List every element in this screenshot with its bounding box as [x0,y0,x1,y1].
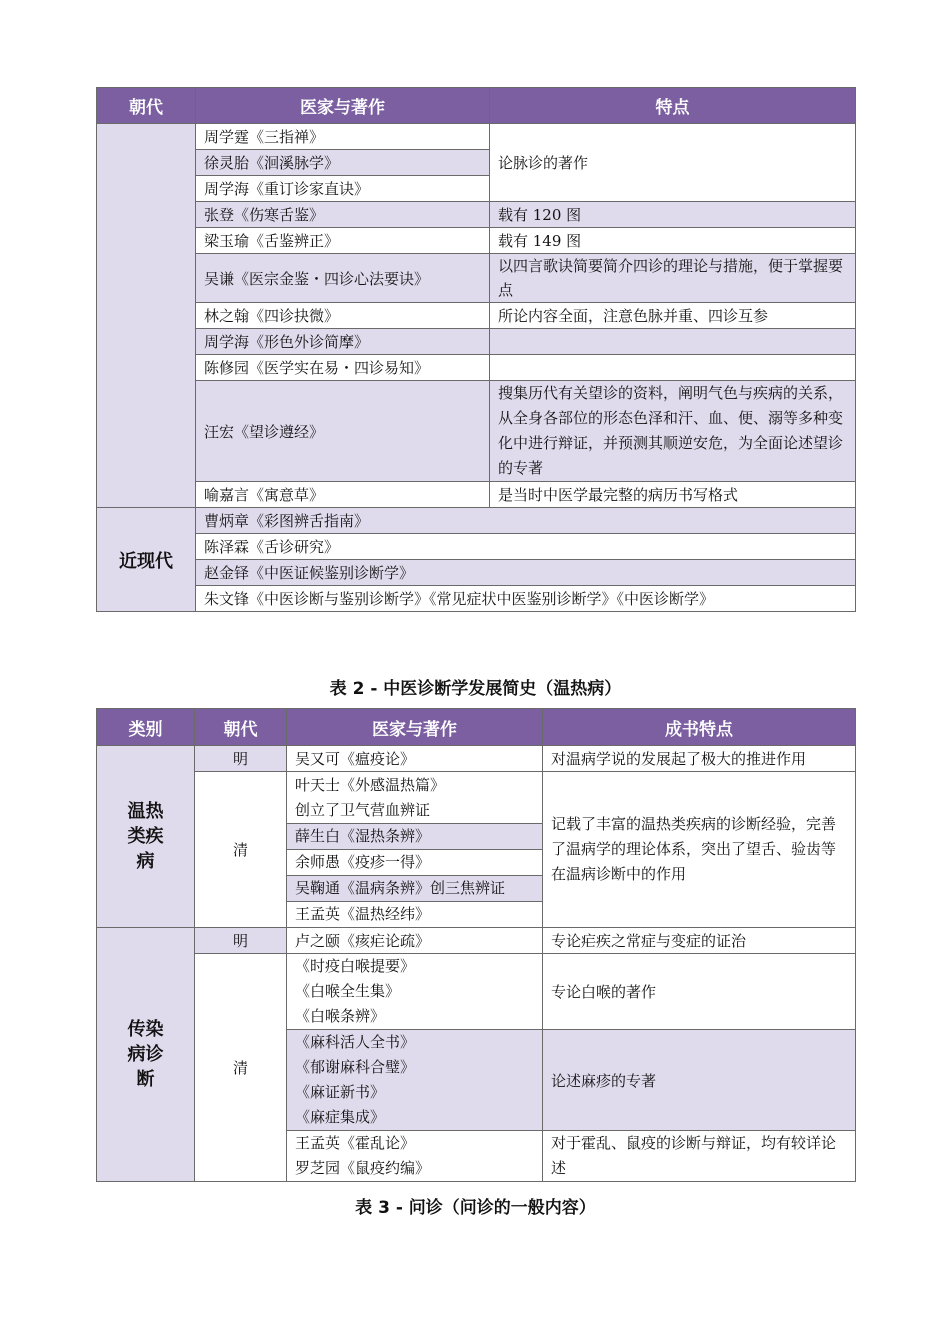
work-line: 罗芝园《鼠疫约编》 [295,1159,431,1177]
work-item [287,772,542,823]
table-row [97,124,856,150]
feature-cell: 对于霍乱、鼠疫的诊断与辩证，均有较详论述 [543,1131,856,1182]
feature-cell: 所论内容全面，注意色脉并重、四诊互参 [490,303,856,329]
feature-cell: 专论白喉的著作 [543,954,856,1030]
table-warm-disease [96,708,856,1182]
table-row [97,202,856,228]
work-line: 《白喉条辨》 [295,1007,386,1025]
work-cell: 周学霆《三指禅》 [196,124,490,150]
table-row [97,355,856,381]
category-cell-warm: 温热类疾病 [97,746,195,928]
work-cell: 陈泽霖《舌诊研究》 [196,534,856,560]
dynasty-cell: 明 [195,928,287,954]
work-line: 《麻症集成》 [295,1108,386,1126]
table-row [97,381,856,482]
feature-cell: 是当时中医学最完整的病历书写格式 [490,482,856,508]
work-cell: 朱文锋《中医诊断与鉴别诊断学》《常见症状中医鉴别诊断学》《中医诊断学》 [196,586,856,612]
feature-cell: 记载了丰富的温热类疾病的诊断经验，完善了温病学的理论体系，突出了望舌、验齿等在温病诊断中的作用 [543,772,856,928]
table-row [97,772,856,928]
work-line: 《白喉全生集》 [295,982,401,1000]
header-book-feature: 成书特点 [543,709,856,746]
dynasty-cell: 清 [195,954,287,1182]
header-works: 医家与著作 [196,88,490,124]
work-cell: 喻嘉言《寓意草》 [196,482,490,508]
work-cell: 吴谦《医宗金鉴・四诊心法要诀》 [196,254,490,303]
dynasty-cell: 明 [195,746,287,772]
work-line: 《时疫白喉提要》 [295,957,416,975]
table-row [97,228,856,254]
work-cell [287,1131,543,1182]
work-cell: 曹炳章《彩图辨舌指南》 [196,508,856,534]
header-dynasty: 朝代 [97,88,196,124]
header-category: 类别 [97,709,195,746]
table-diagnosis-history-1 [96,87,856,612]
work-line: 《麻证新书》 [295,1083,386,1101]
table-row [97,508,856,534]
feature-cell: 专论疟疾之常症与变症的证治 [543,928,856,954]
work-cell: 汪宏《望诊遵经》 [196,381,490,482]
feature-cell: 对温病学说的发展起了极大的推进作用 [543,746,856,772]
table-row [97,560,856,586]
header-feature: 特点 [490,88,856,124]
work-cell: 吴又可《瘟疫论》 [287,746,543,772]
header-works: 医家与著作 [287,709,543,746]
table-caption-3: 表 3 - 问诊（问诊的一般内容） [355,1198,596,1218]
table-row [97,254,856,303]
work-list [287,772,543,928]
work-line: 叶天士《外感温热篇》 [295,776,446,794]
feature-cell: 载有 149 图 [490,228,856,254]
table-row [97,303,856,329]
work-line: 《麻科活人全书》 [295,1033,416,1051]
table-row [97,746,856,772]
table-caption-2: 表 2 - 中医诊断学发展简史（温热病） [329,679,622,699]
table-header-row [97,88,856,124]
work-cell: 林之翰《四诊抉微》 [196,303,490,329]
work-cell [287,1030,543,1131]
dynasty-cell: 清 [195,772,287,928]
work-item: 吴鞠通《温病条辨》创三焦辨证 [287,875,542,901]
work-item: 王孟英《温热经纬》 [287,901,542,927]
category-cell-infectious: 传染病诊断 [97,928,195,1182]
table-row [97,329,856,355]
feature-cell [490,355,856,381]
feature-cell: 论述麻疹的专著 [543,1030,856,1131]
work-cell: 周学海《重订诊家直诀》 [196,176,490,202]
table-row [97,954,856,1030]
feature-cell: 载有 120 图 [490,202,856,228]
table-row [97,482,856,508]
table-row [97,928,856,954]
feature-cell [490,329,856,355]
work-cell [287,954,543,1030]
header-dynasty: 朝代 [195,709,287,746]
work-line: 《郁谢麻科合璧》 [295,1058,416,1076]
work-line: 王孟英《霍乱论》 [295,1134,416,1152]
work-line: 创立了卫气营血辨证 [295,801,431,819]
feature-cell: 以四言歌诀简要简介四诊的理论与措施，便于掌握要点 [490,254,856,303]
table-row [97,534,856,560]
work-cell: 徐灵胎《洄溪脉学》 [196,150,490,176]
feature-cell: 搜集历代有关望诊的资料，阐明气色与疾病的关系，从全身各部位的形态色泽和汗、血、便、溺等多种变化中进行辩证，并预测其顺逆安危，为全面论述望诊的专著 [490,381,856,482]
dynasty-cell-modern: 近现代 [97,508,196,612]
work-cell: 周学海《形色外诊简摩》 [196,329,490,355]
work-cell: 陈修园《医学实在易・四诊易知》 [196,355,490,381]
work-cell: 张登《伤寒舌鉴》 [196,202,490,228]
table-row [97,586,856,612]
feature-cell: 论脉诊的著作 [490,124,856,202]
work-cell: 卢之颐《痎疟论疏》 [287,928,543,954]
work-item: 薛生白《湿热条辨》 [287,823,542,849]
work-item: 余师愚《疫疹一得》 [287,849,542,875]
work-cell: 赵金铎《中医证候鉴别诊断学》 [196,560,856,586]
table-header-row [97,709,856,746]
dynasty-cell [97,124,196,508]
work-cell: 梁玉瑜《舌鉴辨正》 [196,228,490,254]
